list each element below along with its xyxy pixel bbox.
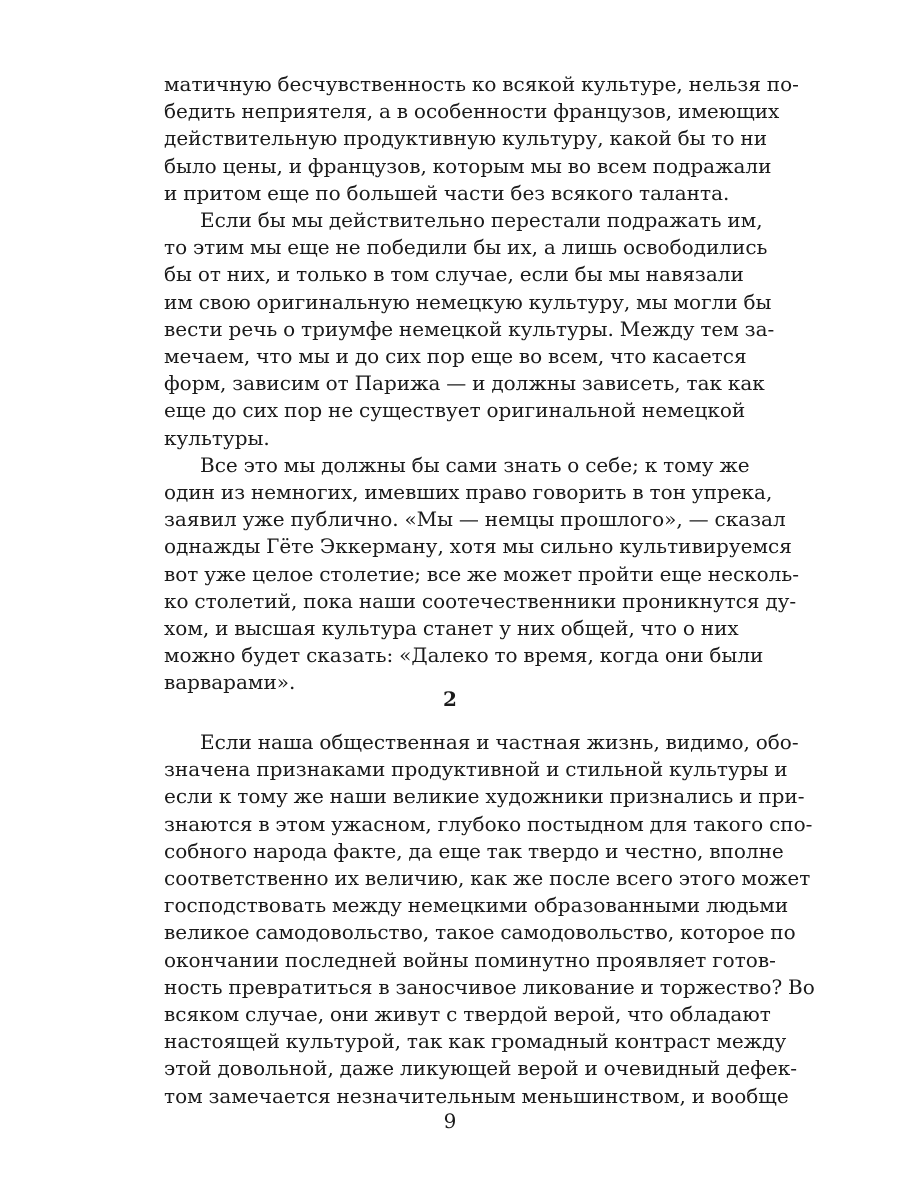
text-line: однажды Гёте Эккерману, хотя мы сильно культивируемся <box>164 534 792 559</box>
text-line: значена признаками продуктивной и стильной культуры и <box>164 757 788 782</box>
top-text-block <box>164 71 800 697</box>
text-line: великое самодовольство, такое самодовольство, которое по <box>164 920 796 945</box>
paragraph <box>164 452 800 697</box>
section-number: 2 <box>443 687 457 711</box>
text-line: Все это мы должны бы сами знать о себе; к тому же <box>200 452 750 477</box>
text-line: настоящей культурой, так как громадный контраст между <box>164 1029 787 1054</box>
text-line: бы от них, и только в том случае, если бы мы навязали <box>164 262 744 287</box>
text-line: окончании последней войны поминутно проявляет готов- <box>164 947 776 972</box>
text-line: всяком случае, они живут с твердой верой, что обладают <box>164 1002 771 1027</box>
text-line: господствовать между немецкими образованными людьми <box>164 893 789 918</box>
paragraph <box>164 729 815 1110</box>
paragraph-continuation <box>164 71 799 207</box>
text-line: форм, зависим от Парижа — и должны зависеть, так как <box>164 371 765 396</box>
page-number: 9 <box>443 1109 457 1133</box>
text-line: то этим мы еще не победили бы их, а лишь освободились <box>164 235 768 260</box>
text-line: ко столетий, пока наши соотечественники проникнутся ду- <box>164 588 797 613</box>
text-line: знаются в этом ужасном, глубоко постыдном для такого спо- <box>164 811 813 836</box>
text-line: Если наша общественная и частная жизнь, видимо, обо- <box>200 730 799 754</box>
text-line: заявил уже публично. «Мы — немцы прошлого», — сказал <box>164 507 786 532</box>
text-line: том замечается незначительным меньшинством, и вообще <box>164 1083 789 1108</box>
text-line: еще до сих пор не существует оригинальной немецкой <box>164 398 746 423</box>
text-line: этой довольной, даже ликующей верой и очевидный дефек- <box>164 1056 797 1081</box>
text-line: им свою оригинальную немецкую культуру, мы могли бы <box>164 289 772 314</box>
paragraph <box>164 207 775 452</box>
text-line: вот уже целое столетие; все же может пройти еще несколь- <box>164 561 800 586</box>
text-line: матичную бесчувственность ко всякой культуре, нельзя по- <box>164 72 799 96</box>
text-line: мечаем, что мы и до сих пор еще во всем, что касается <box>164 344 747 369</box>
text-line: культуры. <box>164 425 270 450</box>
text-line: бедить неприятеля, а в особенности французов, имеющих <box>164 99 780 124</box>
text-line: можно будет сказать: «Далеко то время, когда они были <box>164 643 764 668</box>
text-line: было цены, и французов, которым мы во всем подражали <box>164 153 772 178</box>
text-line: варварами». <box>164 670 296 695</box>
text-line: действительную продуктивную культуру, какой бы то ни <box>164 126 768 151</box>
text-line: если к тому же наши великие художники признались и при- <box>164 784 805 809</box>
text-line: Если бы мы действительно перестали подражать им, <box>200 208 763 233</box>
bottom-text-block <box>164 729 815 1110</box>
text-line: один из немногих, имевших право говорить в тон упрека, <box>164 480 773 505</box>
text-line: соответственно их величию, как же после всего этого может <box>164 866 811 891</box>
text-line: собного народа факте, да еще так твердо и честно, вполне <box>164 838 784 863</box>
text-line: ность превратиться в заносчивое ликование и торжество? Во <box>164 974 815 999</box>
text-line: хом, и высшая культура станет у них общей, что о них <box>164 616 739 641</box>
text-line: вести речь о триумфе немецкой культуры. Между тем за- <box>164 316 775 341</box>
text-line: и притом еще по большей части без всякого таланта. <box>164 180 730 205</box>
